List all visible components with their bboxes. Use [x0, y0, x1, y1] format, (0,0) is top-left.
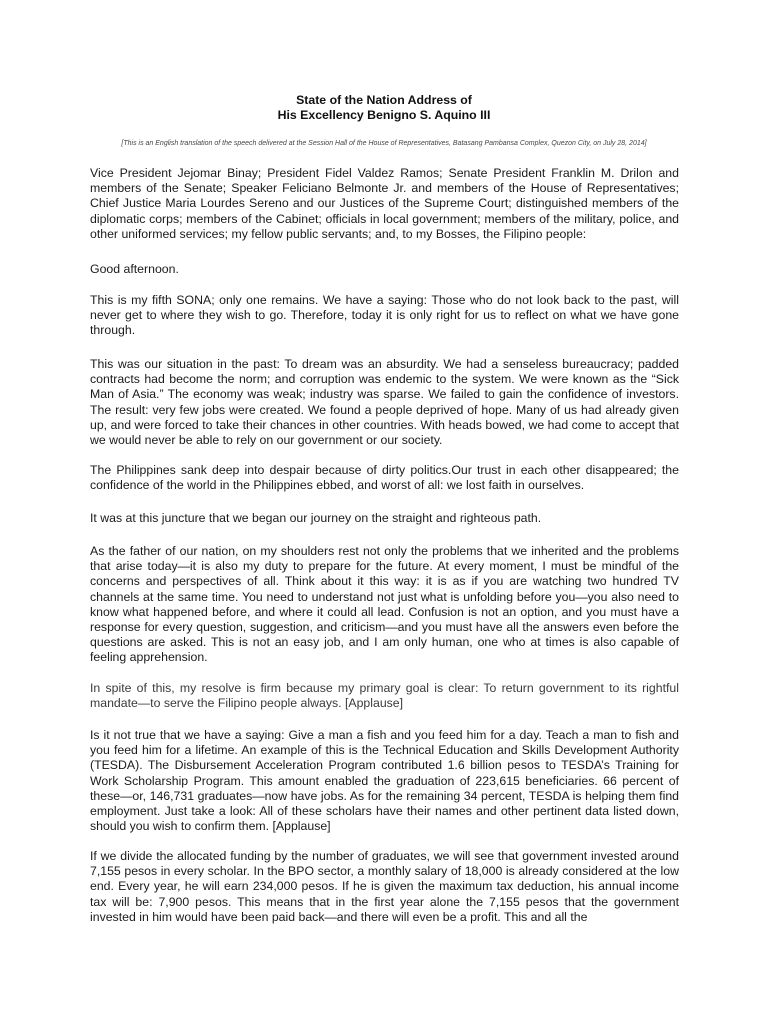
translation-note: [This is an English translation of the speech delivered at the Session Hall of the House of Representatives, Batasang Pambansa Complex, Quezon City, on July 28, 2014] — [121, 140, 647, 147]
paragraph-resolve: In spite of this, my resolve is firm because my primary goal is clear: To return government to its rightful mandate—to serve the Filipino people always. [Applause] — [90, 681, 679, 711]
paragraph-tesda: Is it not true that we have a saying: Give a man a fish and you feed him for a day. Teach a man to fish and you feed him for a lifetime. An example of this is the Technical Education and Skills Development Authority (TESDA). The Disbursement Acceleration Program contributed 1.6 billion pesos to TESDA’s Training for Work Scholarship Program. This amount enabled the graduation of 223,615 beneficiaries. 66 percent of these—or, 146,731 graduates—now have jobs. As for the remaining 34 percent, TESDA is helping them find employment. Just take a look: All of these scholars have their names and other pertinent data listed down, should you wish to confirm them. [Applause] — [90, 728, 679, 834]
title-line-2: His Excellency Benigno S. Aquino III — [277, 108, 491, 122]
paragraph-greeting: Good afternoon. — [90, 262, 179, 276]
paragraph-father-of-nation: As the father of our nation, on my shoulders rest not only the problems that we inherited and the problems that arise today—it is also my duty to prepare for the future. At every moment, I must be mindful of the concerns and perspectives of all. Think about it this way: it is as if you are watching two hundred TV channels at the same time. You need to understand not just what is unfolding before you—you also need to know what happened before, and where it could all lead. Confusion is not an option, and you must have a response for every question, suggestion, and criticism—and you must have all the answers even before the questions are asked. This is not an easy job, and I am only human, one who at times is also capable of feeling apprehension. — [90, 544, 679, 665]
paragraph-salutation: Vice President Jejomar Binay; President Fidel Valdez Ramos; Senate President Franklin M. Drilon and members of the Senate; Speaker Feliciano Belmonte Jr. and members of the House of Representatives; Chief Justice Maria Lourdes Sereno and our Justices of the Supreme Court; distinguished members of the diplomatic corps; members of the Cabinet; officials in local government; members of the military, police, and other uniformed services; my fellow public servants; and, to my Bosses, the Filipino people: — [90, 166, 679, 241]
title-line-1: State of the Nation Address of — [296, 93, 472, 107]
paragraph-despair: The Philippines sank deep into despair because of dirty politics.Our trust in each other disappeared; the confidence of the world in the Philippines ebbed, and worst of all: we lost faith in ourselves. — [90, 463, 679, 493]
paragraph-past-situation: This was our situation in the past: To dream was an absurdity. We had a senseless bureaucracy; padded contracts had become the norm; and corruption was endemic to the system. We were known as the “Sick Man of Asia.” The economy was weak; industry was sparse. We failed to gain the confidence of investors. The result: very few jobs were created. We found a people deprived of hope. Many of us had already given up, and were forced to take their chances in other countries. With heads bowed, we had come to accept that we would never be able to rely on our government or our society. — [90, 357, 679, 448]
paragraph-journey: It was at this juncture that we began our journey on the straight and righteous path. — [90, 511, 542, 525]
paragraph-fifth-sona: This is my fifth SONA; only one remains. We have a saying: Those who do not look back to the past, will never get to where they wish to go. Therefore, today it is only right for us to reflect on what we have gone through. — [90, 293, 679, 338]
paragraph-investment: If we divide the allocated funding by the number of graduates, we will see that government invested around 7,155 pesos in every scholar. In the BPO sector, a monthly salary of 18,000 is already considered at the low end. Every year, he will earn 234,000 pesos. If he is given the maximum tax deduction, his annual income tax will be: 7,900 pesos. This means that in the first year alone the 7,155 pesos that the government invested in him would have been paid back—and there will even be a profit. This and all the — [90, 849, 679, 924]
document-title — [88, 93, 680, 123]
